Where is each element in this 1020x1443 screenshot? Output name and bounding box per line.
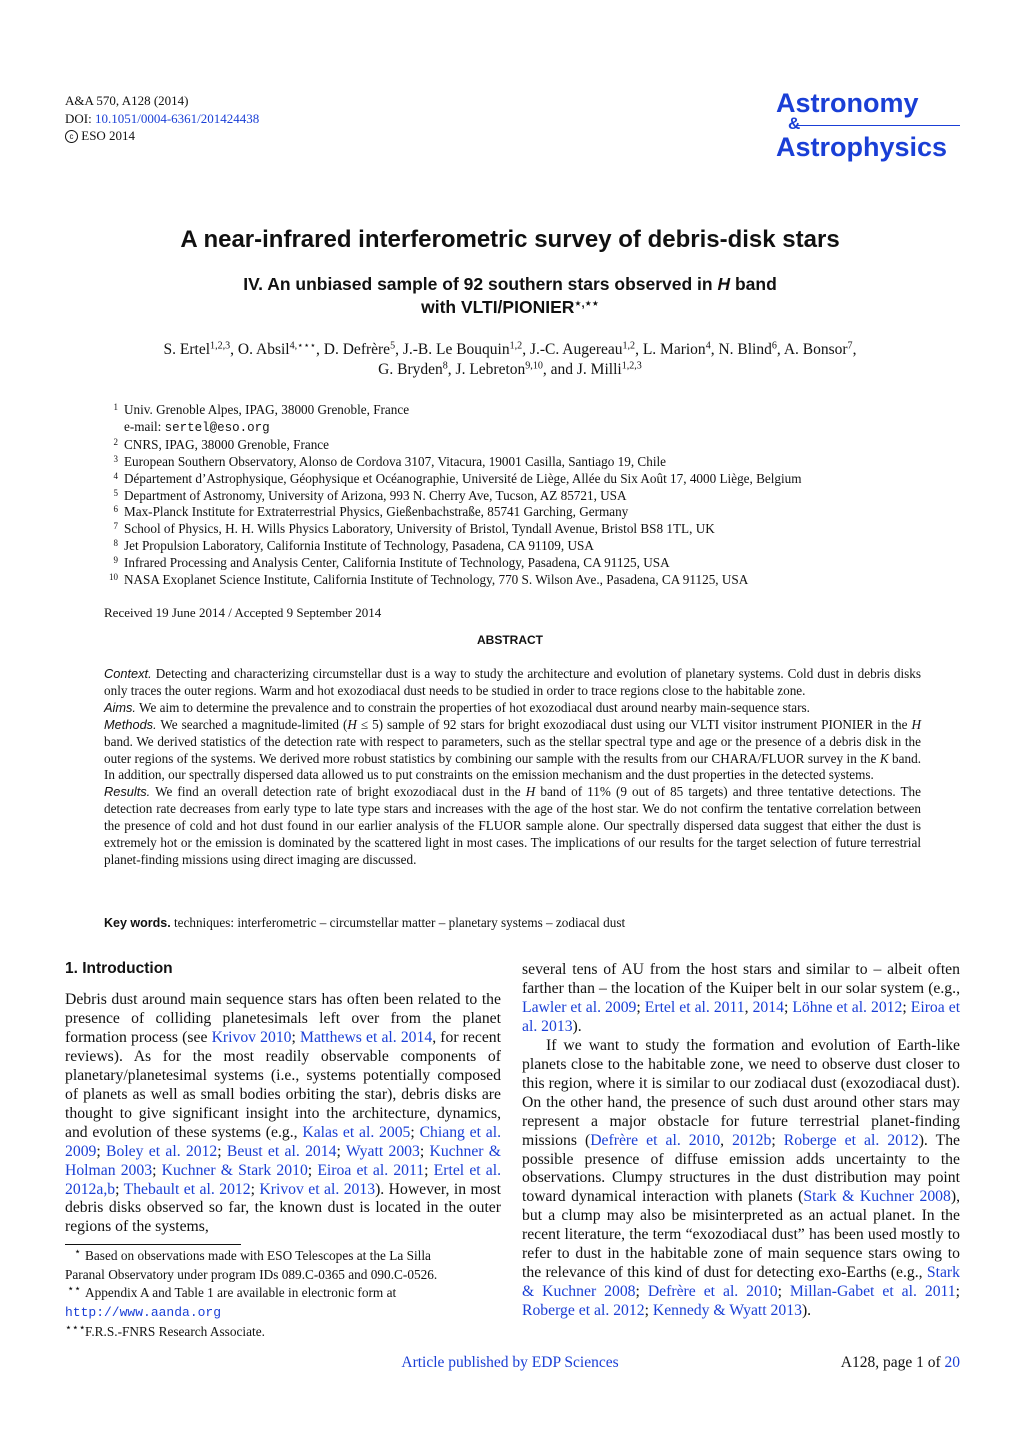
citation-link[interactable]: Boley et al. 2012 xyxy=(106,1142,218,1160)
affiliation-item xyxy=(104,437,924,454)
journal-logo-line2: Astrophysics xyxy=(776,132,948,162)
body-text: ; xyxy=(955,1283,961,1301)
footnotes xyxy=(65,1247,505,1342)
affiliation-text: Max-Planck Institute for Extraterrestrial Physics, Gießenbachstraße, 85741 Garching, Germany xyxy=(124,504,629,520)
author-separator: , and xyxy=(542,361,577,378)
author-name: D. Defrère xyxy=(323,341,391,358)
total-pages-link[interactable]: 20 xyxy=(944,1354,960,1371)
affiliation-number: 5 xyxy=(113,487,118,498)
affiliation-item xyxy=(104,521,924,538)
doi-line xyxy=(65,110,259,128)
abstract-label: Results. xyxy=(104,784,151,800)
citation-link[interactable]: Ertel et al. 2012a,b xyxy=(65,1161,502,1198)
author-separator: , xyxy=(522,341,530,358)
abstract-text: We aim to determine the prevalence and to constrain the properties of hot exozodiacal dust around nearby main-sequence stars. xyxy=(136,699,810,715)
author-separator: , xyxy=(230,341,238,358)
affiliation-text: CNRS, IPAG, 38000 Grenoble, France xyxy=(124,436,330,452)
affiliation-number: 9 xyxy=(113,555,118,566)
body-text: ). However, in most debris disks observed so far, the known dust is located in the outer regions of the systems, xyxy=(65,1180,502,1236)
intro-paragraph-1-cont xyxy=(522,961,960,1037)
abstract-text: ≤ 5) sample of 92 stars for bright exozodiacal dust using our VLTI visitor instrument PIONIER in the xyxy=(356,716,912,732)
journal-logo-amp-row xyxy=(776,114,960,133)
footnote-2 xyxy=(65,1284,505,1303)
citation-link[interactable]: Defrère et al. 2010 xyxy=(590,1131,721,1149)
abstract-symbol: H xyxy=(911,716,922,732)
header-meta xyxy=(65,92,259,145)
affiliation-list xyxy=(104,402,924,589)
body-text: ; xyxy=(96,1142,107,1160)
body-text: ; xyxy=(307,1161,318,1179)
body-text: Debris dust around main sequence stars has often been related to the presence of colliding planetesimals left over from the planet formation process (see xyxy=(65,991,501,1046)
affiliation-number: 7 xyxy=(113,521,118,532)
body-text: , for recent reviews). As for the most readily observable components of planetary/planetesimal systems (i.e., systems potentially composed of planets as well as small bodies orbiting the star), debris disks are thought to give significant insight into the architecture, dynamics, and evolution of these systems (e.g., xyxy=(65,1028,502,1141)
affiliation-number: 8 xyxy=(113,538,118,549)
citation-link[interactable]: Wyatt 2003 xyxy=(345,1142,420,1160)
citation-link[interactable]: Krivov et al. 2013 xyxy=(259,1180,376,1198)
body-text: ; xyxy=(152,1161,162,1179)
subtitle-line1 xyxy=(0,273,1020,296)
author-name: A. Bonsor xyxy=(783,341,848,358)
body-text: ; xyxy=(336,1142,346,1160)
author-name: L. Marion xyxy=(642,341,706,358)
affiliation-item xyxy=(104,538,924,555)
citation-link[interactable]: Roberge et al. 2012 xyxy=(783,1131,919,1149)
author-name: J. Lebreton xyxy=(455,361,526,378)
footnote-mark: ⋆⋆ xyxy=(67,1283,81,1296)
body-text: ; xyxy=(217,1142,227,1160)
body-text: , xyxy=(744,998,753,1016)
citation-link[interactable]: Stark & Kuchner 2008 xyxy=(522,1264,960,1301)
abstract-text: We find an overall detection rate of bright exozodiacal dust in the xyxy=(150,784,526,800)
page-number-text: A128, page 1 of xyxy=(840,1354,945,1371)
right-column xyxy=(522,961,960,1321)
citation-link[interactable]: Löhne et al. 2012 xyxy=(792,998,903,1016)
citation: A&A 570, A128 (2014) xyxy=(65,93,189,108)
affiliation-item xyxy=(104,572,924,589)
citation-link[interactable]: Beust et al. 2014 xyxy=(226,1142,337,1160)
affiliation-item xyxy=(104,471,924,488)
copyright-icon: c xyxy=(65,130,78,143)
body-text: ). xyxy=(572,1017,582,1035)
body-text: , xyxy=(720,1131,733,1149)
author-affiliation-sup: 9,10 xyxy=(525,360,543,372)
affiliation-item xyxy=(104,555,924,572)
footnote-text: Paranal Observatory under program IDs 089.C-0365 and 090.C-0526. xyxy=(65,1266,438,1282)
body-text: ; xyxy=(644,1302,653,1320)
subtitle-line2 xyxy=(0,296,1020,319)
author-name: J.-B. Le Bouquin xyxy=(402,341,510,358)
abstract-context xyxy=(104,666,921,700)
footnote-3 xyxy=(65,1323,505,1342)
body-text: several tens of AU from the host stars and similar to – albeit often farther than – the location of the Kuiper belt in our solar system (e.g., xyxy=(522,961,960,997)
keywords-label: Key words. xyxy=(104,916,171,930)
footnote-marks: ⋆,⋆⋆ xyxy=(574,297,599,310)
body-text: ; xyxy=(250,1180,260,1198)
citation-link[interactable]: Thebault et al. 2012 xyxy=(123,1180,251,1198)
body-text: ; xyxy=(902,998,911,1016)
body-text: ). The possible presence of diffuse emission adds uncertainty to the observations. Clumpy structures in the dust distribution may point toward dynamical interaction with planets ( xyxy=(522,1131,960,1206)
received-dates: Received 19 June 2014 / Accepted 9 September 2014 xyxy=(104,605,382,620)
footnote-text: Based on observations made with ESO Telescopes at the La Silla xyxy=(85,1248,431,1263)
paper-title: A near-infrared interferometric survey of debris-disk stars xyxy=(180,226,840,253)
body-text: ; xyxy=(777,1283,790,1301)
affiliation-text: European Southern Observatory, Alonso de Cordova 3107, Vitacura, 19001 Casilla, Santiago 19, Chile xyxy=(124,453,666,469)
abstract-text: band. In addition, our spectrally dispersed data allowed us to put constraints on the emission mechanism and the dust properties in the detected systems. xyxy=(104,750,921,783)
citation-link[interactable]: Kuchner & Holman 2003 xyxy=(65,1142,501,1179)
body-text: ; xyxy=(424,1161,434,1179)
author-separator: , xyxy=(447,361,456,378)
affiliation-number: 1 xyxy=(113,402,118,412)
affiliation-item xyxy=(104,402,924,419)
citation-link[interactable]: Millan-Gabet et al. 2011 xyxy=(789,1283,956,1301)
body-text: ; xyxy=(419,1142,430,1160)
affiliation-text: NASA Exoplanet Science Institute, California Institute of Technology, 770 S. Wilson Ave., Pasadena, CA 91125, USA xyxy=(124,572,749,588)
citation-link[interactable]: Chiang et al. 2009 xyxy=(65,1123,502,1160)
author-separator: , xyxy=(316,341,324,358)
body-text: ; xyxy=(635,1283,648,1301)
journal-logo-rule xyxy=(796,125,960,126)
author-separator: , xyxy=(710,341,719,358)
paper-subtitle xyxy=(0,273,1020,319)
subtitle-part: band xyxy=(730,274,777,294)
affiliation-text: Univ. Grenoble Alpes, IPAG, 38000 Grenoble, France xyxy=(124,402,410,417)
abstract-heading: ABSTRACT xyxy=(477,633,543,647)
citation-link[interactable]: Kuchner & Stark 2010 xyxy=(161,1161,308,1179)
author-affiliation-sup: 1,2,3 xyxy=(621,360,642,372)
citation-link[interactable]: 2014 xyxy=(752,998,784,1016)
doi-link[interactable]: 10.1051/0004-6361/201424438 xyxy=(94,110,260,126)
affiliation-item xyxy=(104,488,924,505)
abstract-aims xyxy=(104,700,921,717)
citation-link[interactable]: Ertel et al. 2011 xyxy=(644,998,745,1016)
body-text: ). xyxy=(801,1302,812,1320)
abstract-symbol: K xyxy=(879,750,889,766)
footnote-mark: ⋆⋆⋆ xyxy=(65,1321,86,1334)
abstract-label: Aims. xyxy=(104,699,136,715)
citation-link[interactable]: Kennedy & Wyatt 2013 xyxy=(652,1302,802,1320)
author-line-2 xyxy=(0,360,1020,380)
affiliation-text: Department of Astronomy, University of Arizona, 993 N. Cherry Ave, Tucson, AZ 85721, USA xyxy=(124,487,627,503)
citation-link[interactable]: Eiroa et al. 2011 xyxy=(317,1161,425,1179)
body-text: ; xyxy=(291,1028,301,1046)
citation-link[interactable]: Krivov 2010 xyxy=(211,1028,292,1046)
journal-logo-amp: & xyxy=(788,114,801,133)
subtitle-band: H xyxy=(717,274,731,294)
author-separator: , xyxy=(776,341,784,358)
affiliation-number: 10 xyxy=(109,572,118,583)
citation-link[interactable]: Kalas et al. 2005 xyxy=(302,1123,411,1141)
abstract-symbol: H xyxy=(347,716,357,732)
affiliation-number: 2 xyxy=(113,436,118,447)
author-line-1 xyxy=(0,340,1020,360)
footnote-1-cont xyxy=(65,1266,505,1285)
citation-link[interactable]: Lawler et al. 2009 xyxy=(522,998,637,1016)
abstract-label: Context. xyxy=(104,666,152,681)
body-text: If we want to study the formation and evolution of Earth-like planets close to the habitable zone, we need to observe dust closer to this region, where it is similar to our zodiacal dust (exozodiacal dust). On the other hand, the presence of such dust around other stars may represent a major obstacle for future terrestrial planet-finding missions ( xyxy=(522,1036,960,1149)
intro-paragraph-2 xyxy=(522,1037,960,1321)
author-name: S. Ertel xyxy=(163,341,211,358)
abstract-text: We searched a magnitude-limited ( xyxy=(156,716,348,732)
author-affiliation-sup: 6 xyxy=(771,340,777,352)
footnote-2-cont xyxy=(65,1303,505,1323)
email-address[interactable]: sertel@eso.org xyxy=(164,420,270,435)
doi-label: DOI: xyxy=(65,110,92,126)
keywords-text: techniques: interferometric – circumstellar matter – planetary systems – zodiacal dust xyxy=(170,915,626,930)
author-name: G. Bryden xyxy=(378,361,443,378)
body-text: ; xyxy=(115,1180,124,1198)
abstract-text: Detecting and characterizing circumstellar dust is a way to study the architecture and evolution of planetary systems. Cold dust in debris disks only traces the outer regions. Warm and hot exozodiacal dust needs to be studied in order to trace regions close to the habitable zone. xyxy=(104,666,921,698)
footer-page-number xyxy=(841,1354,960,1372)
abstract-text: band. We derived statistics of the detection rate with respect to parameters, such as the stellar spectral type and age or the presence of a debris disk in the outer regions of the systems. We derived more robust statistics by combining our sample with the results from our CHARA/FLUOR survey in the xyxy=(104,733,921,766)
publisher-link[interactable]: Article published by EDP Sciences xyxy=(401,1354,619,1371)
footnote-url-link[interactable]: http://www.aanda.org xyxy=(65,1305,222,1321)
footnote-text: Appendix A and Table 1 are available in electronic form at xyxy=(85,1285,397,1301)
journal-logo xyxy=(776,88,960,162)
affiliation-text: Département d’Astrophysique, Géophysique et Océanographie, Université de Liège, Allée du Six Août 17, 4000 Liège, Belgium xyxy=(124,470,802,486)
author-name: J.-C. Augereau xyxy=(529,341,623,358)
copyright-text: ESO 2014 xyxy=(81,128,136,143)
citation-link[interactable]: Defrère et al. 2010 xyxy=(647,1283,778,1301)
body-text: ; xyxy=(410,1123,420,1141)
left-column xyxy=(65,991,501,1237)
affiliation-text: Infrared Processing and Analysis Center, California Institute of Technology, Pasadena, CA 91125, USA xyxy=(124,555,670,571)
subtitle-part: IV. An unbiased sample of 92 southern stars observed in xyxy=(243,274,718,294)
author-name: O. Absil xyxy=(237,341,290,358)
author-separator: , xyxy=(395,341,403,358)
abstract-results xyxy=(104,784,921,869)
abstract-methods xyxy=(104,717,921,785)
abstract-symbol: H xyxy=(525,784,536,800)
author-affiliation-sup: 1,2,3 xyxy=(210,340,231,352)
affiliation-number: 4 xyxy=(113,470,118,481)
journal-logo-line1: Astronomy xyxy=(776,88,919,118)
abstract-text: band of 11% (9 out of 85 targets) and three tentative detections. The detection rate decreases from early type to late type stars and increases with the age of the host star. We do not confirm the tentative correlation between the presence of cold and hot dust found in our earlier analysis of the FLUOR sample alone. Our spectrally dispersed data suggest that either the dust is extremely hot or the emission is dominated by the scattered light in most cases. The implications of our results for the target selection of future terrestrial planet-finding missions using direct imaging are discussed. xyxy=(104,784,921,867)
citation-link[interactable]: 2012b xyxy=(732,1131,772,1149)
author-separator: , xyxy=(635,341,643,358)
affiliation-text: e-mail: xyxy=(124,418,165,434)
author-separator: , xyxy=(852,341,857,358)
body-text: ), but a clump may also be misinterpreted as an actual planet. In the recent literature, the term “exozodiacal dust” has been used mostly to refer to dust in the habitable zone of main sequence stars owing to the relevance of this kind of dust for detecting exo-Earths (e.g., xyxy=(522,1188,961,1282)
author-affiliation-sup: 5 xyxy=(390,340,396,352)
citation-link[interactable]: Eiroa et al. 2013 xyxy=(522,998,961,1035)
footnote-mark: ⋆ xyxy=(74,1246,81,1258)
abstract-label: Methods. xyxy=(104,716,157,732)
intro-paragraph-1 xyxy=(65,991,501,1237)
affiliation-text: Jet Propulsion Laboratory, California Institute of Technology, Pasadena, CA 91109, USA xyxy=(124,538,594,554)
footnote-1 xyxy=(65,1247,505,1266)
abstract xyxy=(104,666,921,869)
body-text: ; xyxy=(783,998,793,1016)
copyright-line xyxy=(65,127,259,145)
author-affiliation-sup: 8 xyxy=(442,360,448,372)
author-affiliation-sup: 1,2 xyxy=(509,340,523,352)
body-text: ; xyxy=(636,998,645,1016)
subtitle-part: with VLTI/PIONIER xyxy=(421,297,575,317)
author-name: J. Milli xyxy=(576,361,622,378)
author-affiliation-sup: 4 xyxy=(705,340,711,352)
citation-link[interactable]: Roberge et al. 2012 xyxy=(522,1302,645,1320)
keywords xyxy=(104,915,625,931)
affiliation-item xyxy=(104,454,924,471)
affiliation-item xyxy=(104,419,924,437)
author-affiliation-sup: 7 xyxy=(847,340,853,352)
citation-link[interactable]: Stark & Kuchner 2008 xyxy=(803,1188,951,1206)
affiliation-number: 6 xyxy=(113,504,118,515)
author-affiliation-sup: 1,2 xyxy=(622,340,636,352)
author-affiliation-sup: 4,⋆⋆⋆ xyxy=(289,340,317,352)
affiliation-text: School of Physics, H. H. Wills Physics Laboratory, University of Bristol, Tyndall Avenue, Bristol BS8 1TL, UK xyxy=(124,521,715,537)
citation-link[interactable]: Matthews et al. 2014 xyxy=(300,1028,433,1046)
affiliation-number: 3 xyxy=(113,453,118,464)
section-heading: 1. Introduction xyxy=(65,960,173,977)
author-name: N. Blind xyxy=(718,341,772,358)
affiliation-item xyxy=(104,504,924,521)
author-list xyxy=(0,340,1020,380)
footnote-text: F.R.S.-FNRS Research Associate. xyxy=(85,1323,265,1339)
footnote-rule xyxy=(65,1244,241,1245)
body-text: ; xyxy=(771,1131,784,1149)
